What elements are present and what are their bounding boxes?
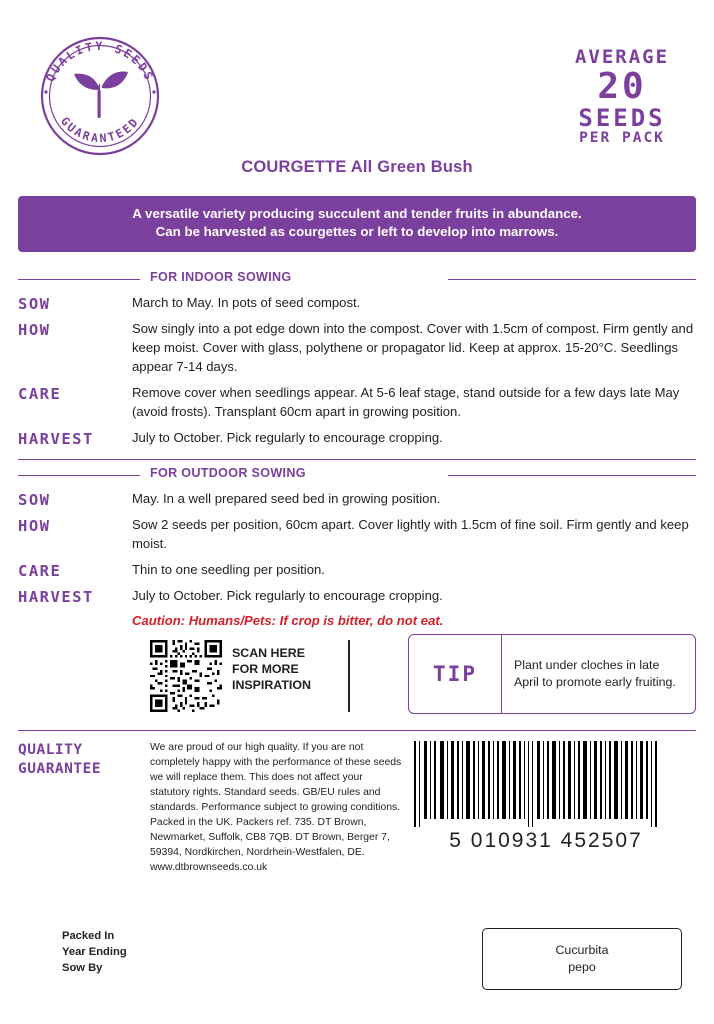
indoor-section-header xyxy=(18,268,696,290)
row-value: Sow 2 seeds per position, 60cm apart. Cover lightly with 1.5cm of fine soil. Firm gently and keep moist. xyxy=(132,516,689,551)
scan-here-text xyxy=(232,640,342,694)
packed-in-label: Packed In xyxy=(62,930,115,942)
instruction-row xyxy=(18,512,696,557)
seeds-label: SEEDS xyxy=(578,103,666,132)
row-value: March to May. In pots of seed compost. xyxy=(132,295,361,310)
caution-text: Caution: Humans/Pets: If crop is bitter, do not eat. xyxy=(132,612,444,628)
barcode-number: 5 010931 452507 xyxy=(449,828,643,852)
scan-and-tip-row xyxy=(18,640,696,716)
row-key: HARVEST xyxy=(18,429,94,448)
row-key: CARE xyxy=(18,561,62,580)
row-key: HARVEST xyxy=(18,587,94,606)
per-pack-label: PER PACK xyxy=(579,129,665,146)
barcode-block xyxy=(410,741,682,853)
instruction-row xyxy=(18,425,696,451)
rule-right xyxy=(448,279,696,280)
rule-left xyxy=(18,279,140,280)
row-value: Remove cover when seedlings appear. At 5-6 leaf stage, stand outside for a few days late May (avoid frosts). Transplant 60cm apart in growing position. xyxy=(132,384,680,419)
bottom-divider xyxy=(18,730,696,731)
scan-line-1: SCAN HERE xyxy=(232,645,305,660)
section-divider xyxy=(18,459,696,460)
latin-genus: Cucurbita xyxy=(555,943,609,958)
tip-label: TIP xyxy=(409,635,502,713)
guarantee-line-1: QUALITY xyxy=(18,741,83,758)
roundel-top-text: QUALITY SEEDS xyxy=(43,39,157,84)
sow-by-label: Sow By xyxy=(62,962,103,975)
rule-right xyxy=(448,475,696,476)
svg-text:GUARANTEED xyxy=(58,114,142,145)
rule-left xyxy=(18,475,140,476)
guarantee-line-2: GUARANTEE xyxy=(18,761,102,778)
row-value: July to October. Pick regularly to encourage cropping. xyxy=(132,587,443,603)
average-label: AVERAGE xyxy=(574,46,670,68)
packed-dates xyxy=(62,928,127,977)
year-ending-label: Year Ending xyxy=(62,946,127,959)
instruction-row xyxy=(18,380,696,425)
tip-box xyxy=(408,634,696,714)
average-seeds-block xyxy=(552,48,692,146)
qr-code-icon[interactable] xyxy=(150,640,222,712)
row-value: May. In a well prepared seed bed in growing position. xyxy=(132,490,441,506)
instruction-row xyxy=(18,557,696,583)
barcode-icon xyxy=(410,741,682,827)
instruction-row xyxy=(18,486,696,512)
outdoor-rows xyxy=(18,486,696,609)
scan-divider xyxy=(348,640,350,712)
description-line-2: Can be harvested as courgettes or left to develop into marrows. xyxy=(155,224,559,240)
quality-guarantee-label xyxy=(18,741,140,780)
guarantee-smallprint: We are proud of our high quality. If you are not completely happy with the performance of these seeds we will replace them. This does not affect your statutory rights. Standard seeds. GB/EU rules and standards. Performance subject to growing conditions. Packed in the UK. Packers ref. 735. DT Brown, Newmarket, Suffolk, CB8 7QB. DT Brown, Berger 7, 59394, Nordkirchen, Nordrhein-Westfalen, DE. www.dtbrownseeds.co.uk xyxy=(150,741,402,873)
indoor-rows xyxy=(18,290,696,451)
page-title: COURGETTE All Green Bush xyxy=(241,158,473,176)
description-line-1: A versatile variety producing succulent and tender fruits in abundance. xyxy=(132,206,582,221)
latin-name-box xyxy=(482,928,682,990)
outdoor-heading: FOR OUTDOOR SOWING xyxy=(150,466,312,480)
row-key: CARE xyxy=(18,384,62,403)
svg-text:QUALITY SEEDS xyxy=(43,39,157,84)
instruction-row xyxy=(18,583,696,609)
header-area xyxy=(0,0,714,196)
guarantee-area xyxy=(18,741,696,921)
scan-line-2: FOR MORE xyxy=(232,661,299,676)
latin-species: pepo xyxy=(568,960,596,974)
row-value: July to October. Pick regularly to encourage cropping. xyxy=(132,429,443,445)
instruction-row xyxy=(18,316,696,380)
quality-seeds-roundel xyxy=(24,30,176,162)
indoor-heading: FOR INDOOR SOWING xyxy=(150,270,298,284)
row-value: Thin to one seedling per position. xyxy=(132,561,325,577)
tip-text: Plant under cloches in late April to promote early fruiting. xyxy=(514,658,676,689)
row-key: SOW xyxy=(18,490,51,509)
row-key: HOW xyxy=(18,321,51,339)
row-key: HOW xyxy=(18,516,51,535)
outdoor-section-header xyxy=(18,464,696,486)
row-key: SOW xyxy=(18,295,51,313)
seed-count: 20 xyxy=(597,65,647,107)
description-banner xyxy=(18,196,696,252)
instruction-row xyxy=(18,290,696,316)
row-value: Sow singly into a pot edge down into the compost. Cover with 1.5cm of compost. Firm gently and keep moist. Cover with glass, polythene or propagator lid. Keep at approx. 15-20°C. Seedlings appear 7-14 days. xyxy=(132,321,694,374)
scan-line-3: INSPIRATION xyxy=(232,677,311,692)
roundel-bottom-text: GUARANTEED xyxy=(57,114,143,146)
